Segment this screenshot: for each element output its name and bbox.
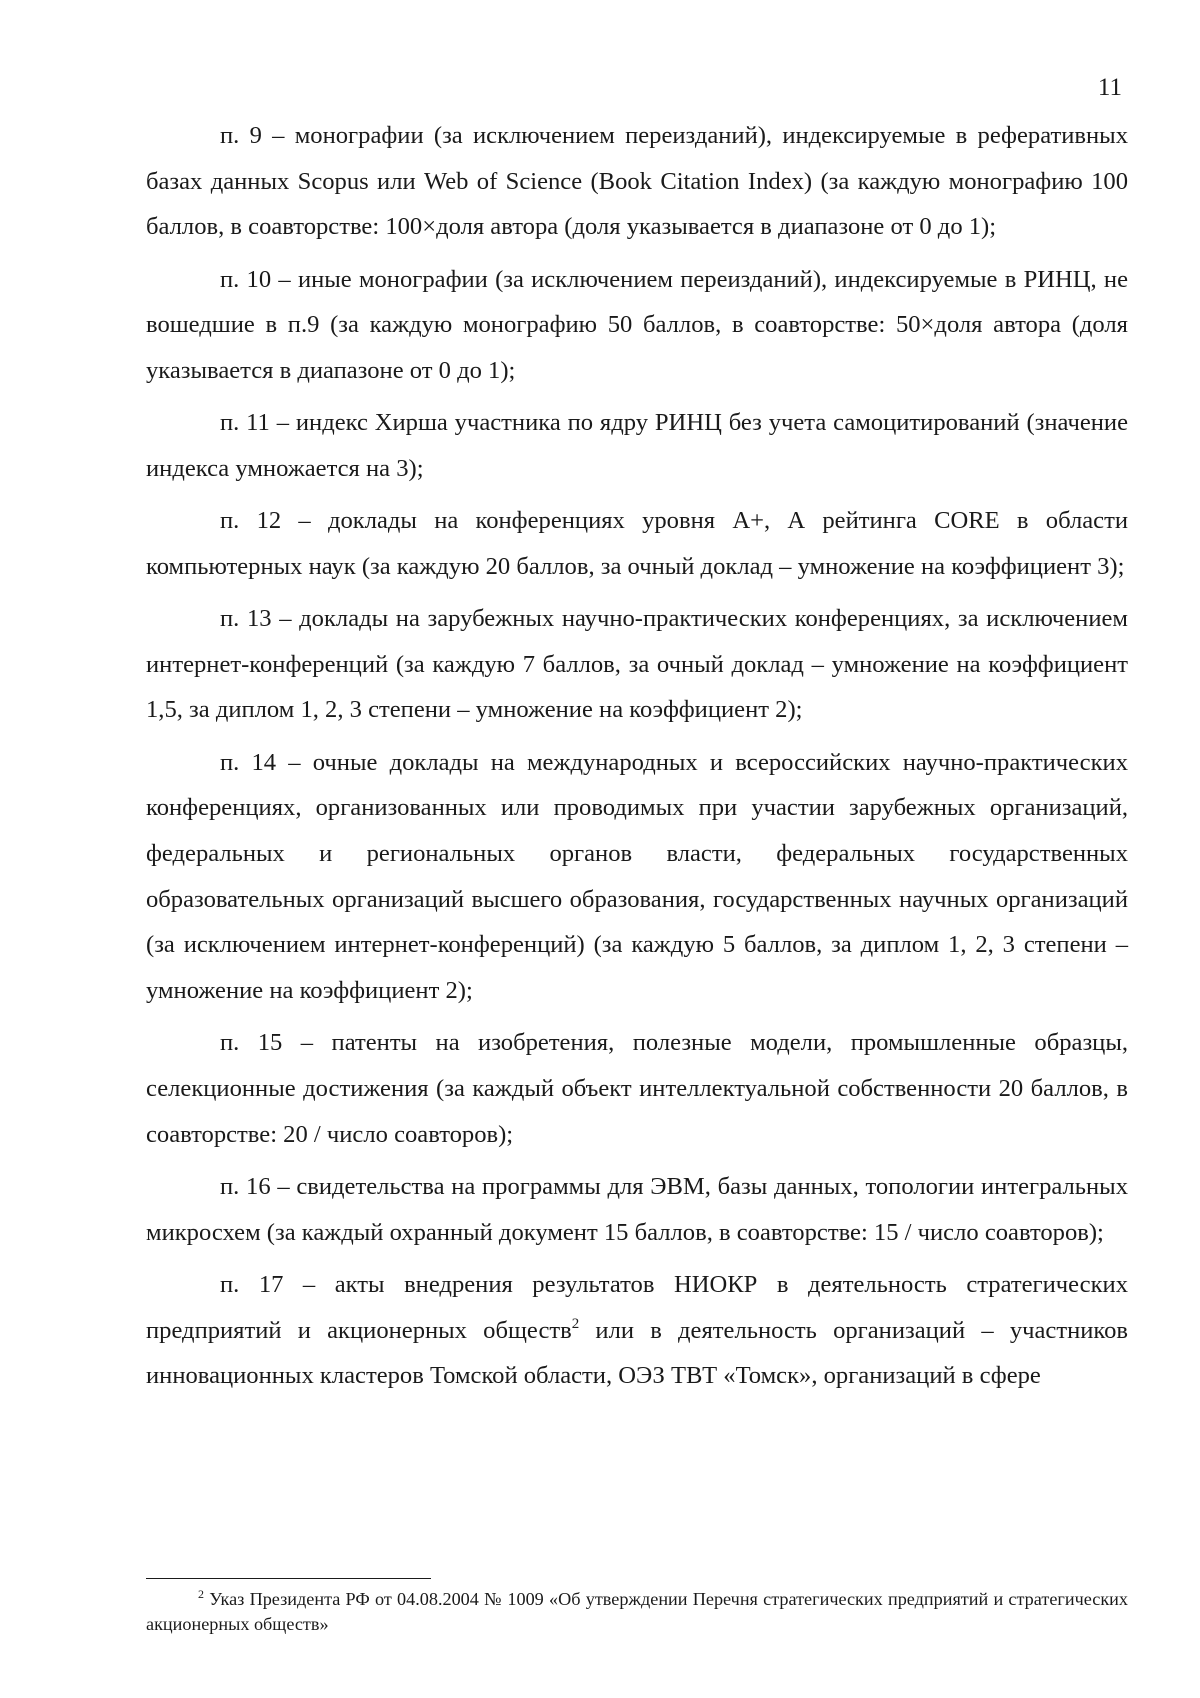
paragraph-item-14: п. 14 – очные доклады на международных и всероссийских научно-практических конференциях, организованных или проводимых при участии зарубежных организаций, федеральных и региональных органов власти, федеральных государственных образовательных организаций высшего образования, государственных научных организаций (за исключением интернет-конференций) (за каждую 5 баллов, за диплом 1, 2, 3 степени – умножение на коэффициент 2); (146, 748, 1128, 1005)
paragraph-17-text-start: п. 17 – акты внедрения результатов НИОКР в деятельность стратегических предприятий и акционерных обществ (146, 1270, 1128, 1344)
paragraph-item-11: п. 11 – индекс Хирша участника по ядру РИНЦ без учета самоцитирований (значение индекса умножается на 3); (146, 409, 1128, 482)
paragraph-item-16: п. 16 – свидетельства на программы для ЭВМ, базы данных, топологии интегральных микросхем (за каждый охранный документ 15 баллов, в соавторстве: 15 / число соавторов); (146, 1172, 1128, 1246)
document-body (146, 113, 1128, 1405)
page-number: 11 (1097, 74, 1122, 101)
paragraph-item-12: п. 12 – доклады на конференциях уровня А+, А рейтинга CORE в области компьютерных наук (за каждую 20 баллов, за очный доклад – умножение на коэффициент 3); (146, 507, 1128, 580)
footnote-separator (146, 1578, 431, 1579)
paragraph-item-17 (146, 1262, 1128, 1399)
footnote-mark: 2 (198, 1587, 204, 1601)
footnote-reference: 2 (571, 1315, 580, 1332)
paragraph-17-text-end: или в деятельность организаций – участников инновационных кластеров Томской области, ОЭЗ ТВТ «Томск», организаций в сфере (146, 1316, 1128, 1390)
paragraph-item-10: п. 10 – иные монографии (за исключением переизданий), индексируемые в РИНЦ, не вошедшие в п.9 (за каждую монографию 50 баллов, в соавторстве: 50×доля автора (доля указывается в диапазоне от 0 до 1); (146, 265, 1128, 385)
footnote (146, 1587, 1128, 1637)
paragraph-item-9: п. 9 – монографии (за исключением переизданий), индексируемые в реферативных базах данных Scopus или Web of Science (Book Citation Index) (за каждую монографию 100 баллов, в соавторстве: 100×доля автора (доля указывается в диапазоне от 0 до 1); (146, 122, 1128, 241)
paragraph-item-15: п. 15 – патенты на изобретения, полезные модели, промышленные образцы, селекционные достижения (за каждый объект интеллектуальной собственности 20 баллов, в соавторстве: 20 / число соавторов); (146, 1029, 1128, 1148)
paragraph-item-13: п. 13 – доклады на зарубежных научно-практических конференциях, за исключением интернет-конференций (за каждую 7 баллов, за очный доклад – умножение на коэффициент 1,5, за диплом 1, 2, 3 степени – умножение на коэффициент 2); (146, 605, 1128, 724)
footnote-text: Указ Президента РФ от 04.08.2004 № 1009 «Об утверждении Перечня стратегических предприятий и стратегических акционерных обществ» (146, 1589, 1128, 1634)
